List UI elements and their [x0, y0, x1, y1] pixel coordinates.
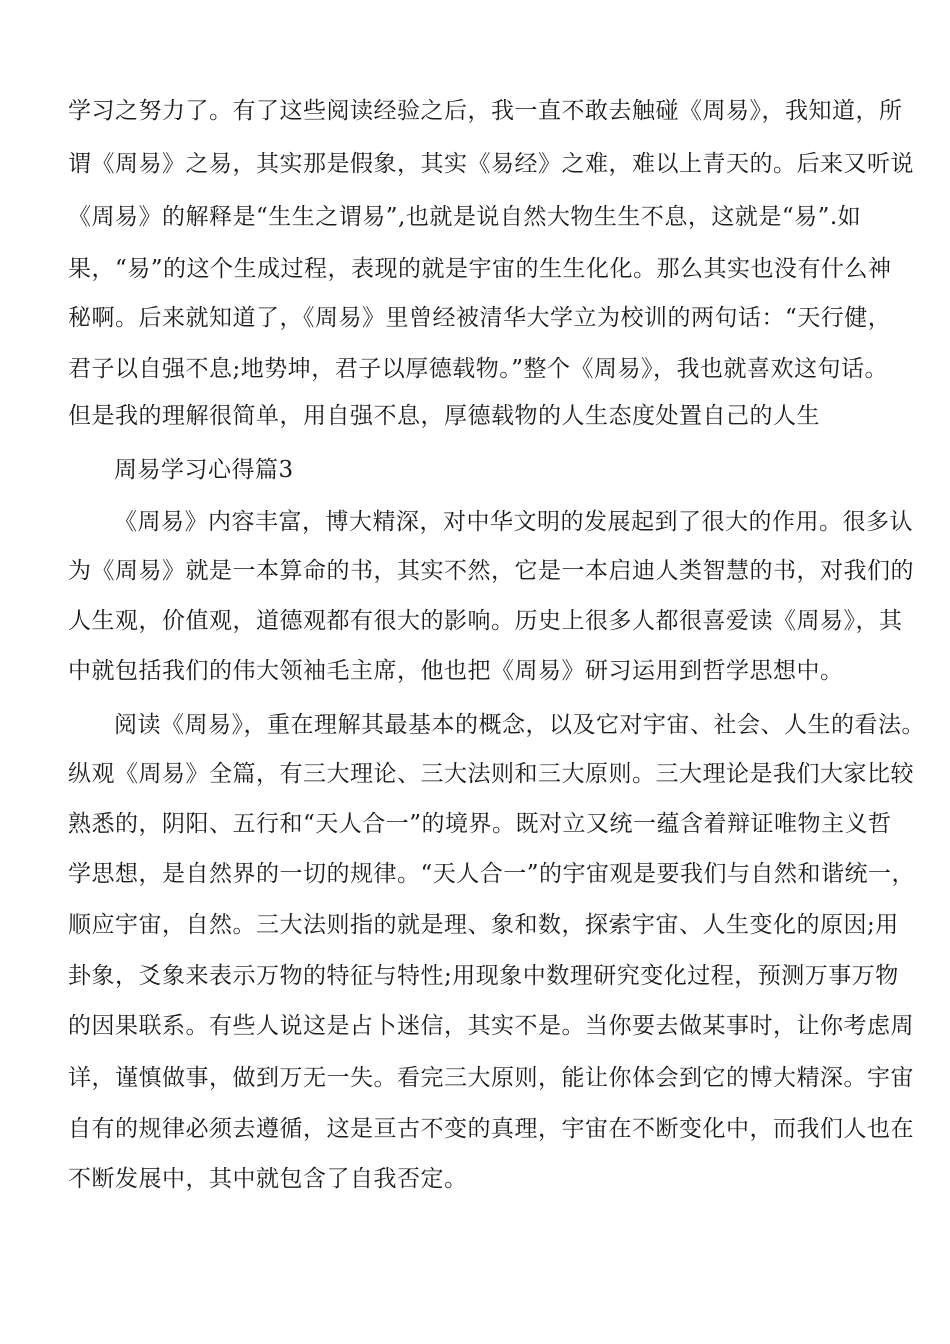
text-line: 的因果联系。有些人说这是占卜迷信，其实不是。当你要去做某事时，让你考虑周 — [68, 1013, 914, 1039]
text-line: 学习之努力了。有了这些阅读经验之后，我一直不敢去触碰《周易》，我知道，所 — [68, 98, 903, 124]
text-line: 人生观，价值观，道德观都有很大的影响。历史上很多人都很喜爱读《周易》，其 — [68, 608, 903, 634]
section-heading: 周易学习心得篇3 — [114, 457, 294, 483]
text-line: 谓《周易》之易，其实那是假象，其实《易经》之难，难以上青天的。后来又听说 — [68, 151, 914, 177]
text-line: 《周易》的解释是“生生之谓易”,也就是说自然大物生生不息，这就是“易”.如 — [68, 204, 862, 230]
text-line: 阅读《周易》，重在理解其最基本的概念，以及它对宇宙、社会、人生的看法。 — [114, 712, 925, 738]
text-line: 中就包括我们的伟大领袖毛主席，他也把《周易》研习运用到哲学思想中。 — [68, 658, 844, 684]
text-line: 秘啊。后来就知道了，《周易》里曾经被清华大学立为校训的两句话：“天行健， — [68, 305, 892, 331]
text-line: 卦象，爻象来表示万物的特征与特性;用现象中数理研究变化过程，预测万事万物 — [68, 963, 899, 989]
text-line: 自有的规律必须去遵循，这是亘古不变的真理，宇宙在不断变化中，而我们人也在 — [68, 1116, 914, 1142]
text-line: 纵观《周易》全篇，有三大理论、三大法则和三大原则。三大理论是我们大家比较 — [68, 761, 914, 787]
text-line: 详，谨慎做事，做到万无一失。看完三大原则，能让你体会到它的博大精深。宇宙 — [68, 1065, 914, 1091]
text-line: 果，“易”的这个生成过程，表现的就是宇宙的生生化化。那么其实也没有什么神 — [68, 256, 892, 282]
text-line: 君子以自强不息;地势坤，君子以厚德载物。”整个《周易》，我也就喜欢这句话。 — [68, 356, 889, 382]
text-line: 熟悉的，阴阳、五行和“天人合一”的境界。既对立又统一蕴含着辩证唯物主义哲 — [68, 811, 892, 837]
text-line: 但是我的理解很简单，用自强不息，厚德载物的人生态度处置自己的人生 — [68, 403, 820, 429]
text-line: 《周易》内容丰富，博大精深，对中华文明的发展起到了很大的作用。很多认 — [114, 509, 913, 535]
text-line: 为《周易》就是一本算命的书，其实不然，它是一本启迪人类智慧的书，对我们的 — [68, 558, 914, 584]
text-line: 顺应宇宙，自然。三大法则指的就是理、象和数，探索宇宙、人生变化的原因;用 — [68, 912, 899, 938]
text-line: 不断发展中，其中就包含了自我否定。 — [68, 1166, 468, 1192]
text-line: 学思想，是自然界的一切的规律。“天人合一”的宇宙观是要我们与自然和谐统一， — [68, 861, 916, 887]
